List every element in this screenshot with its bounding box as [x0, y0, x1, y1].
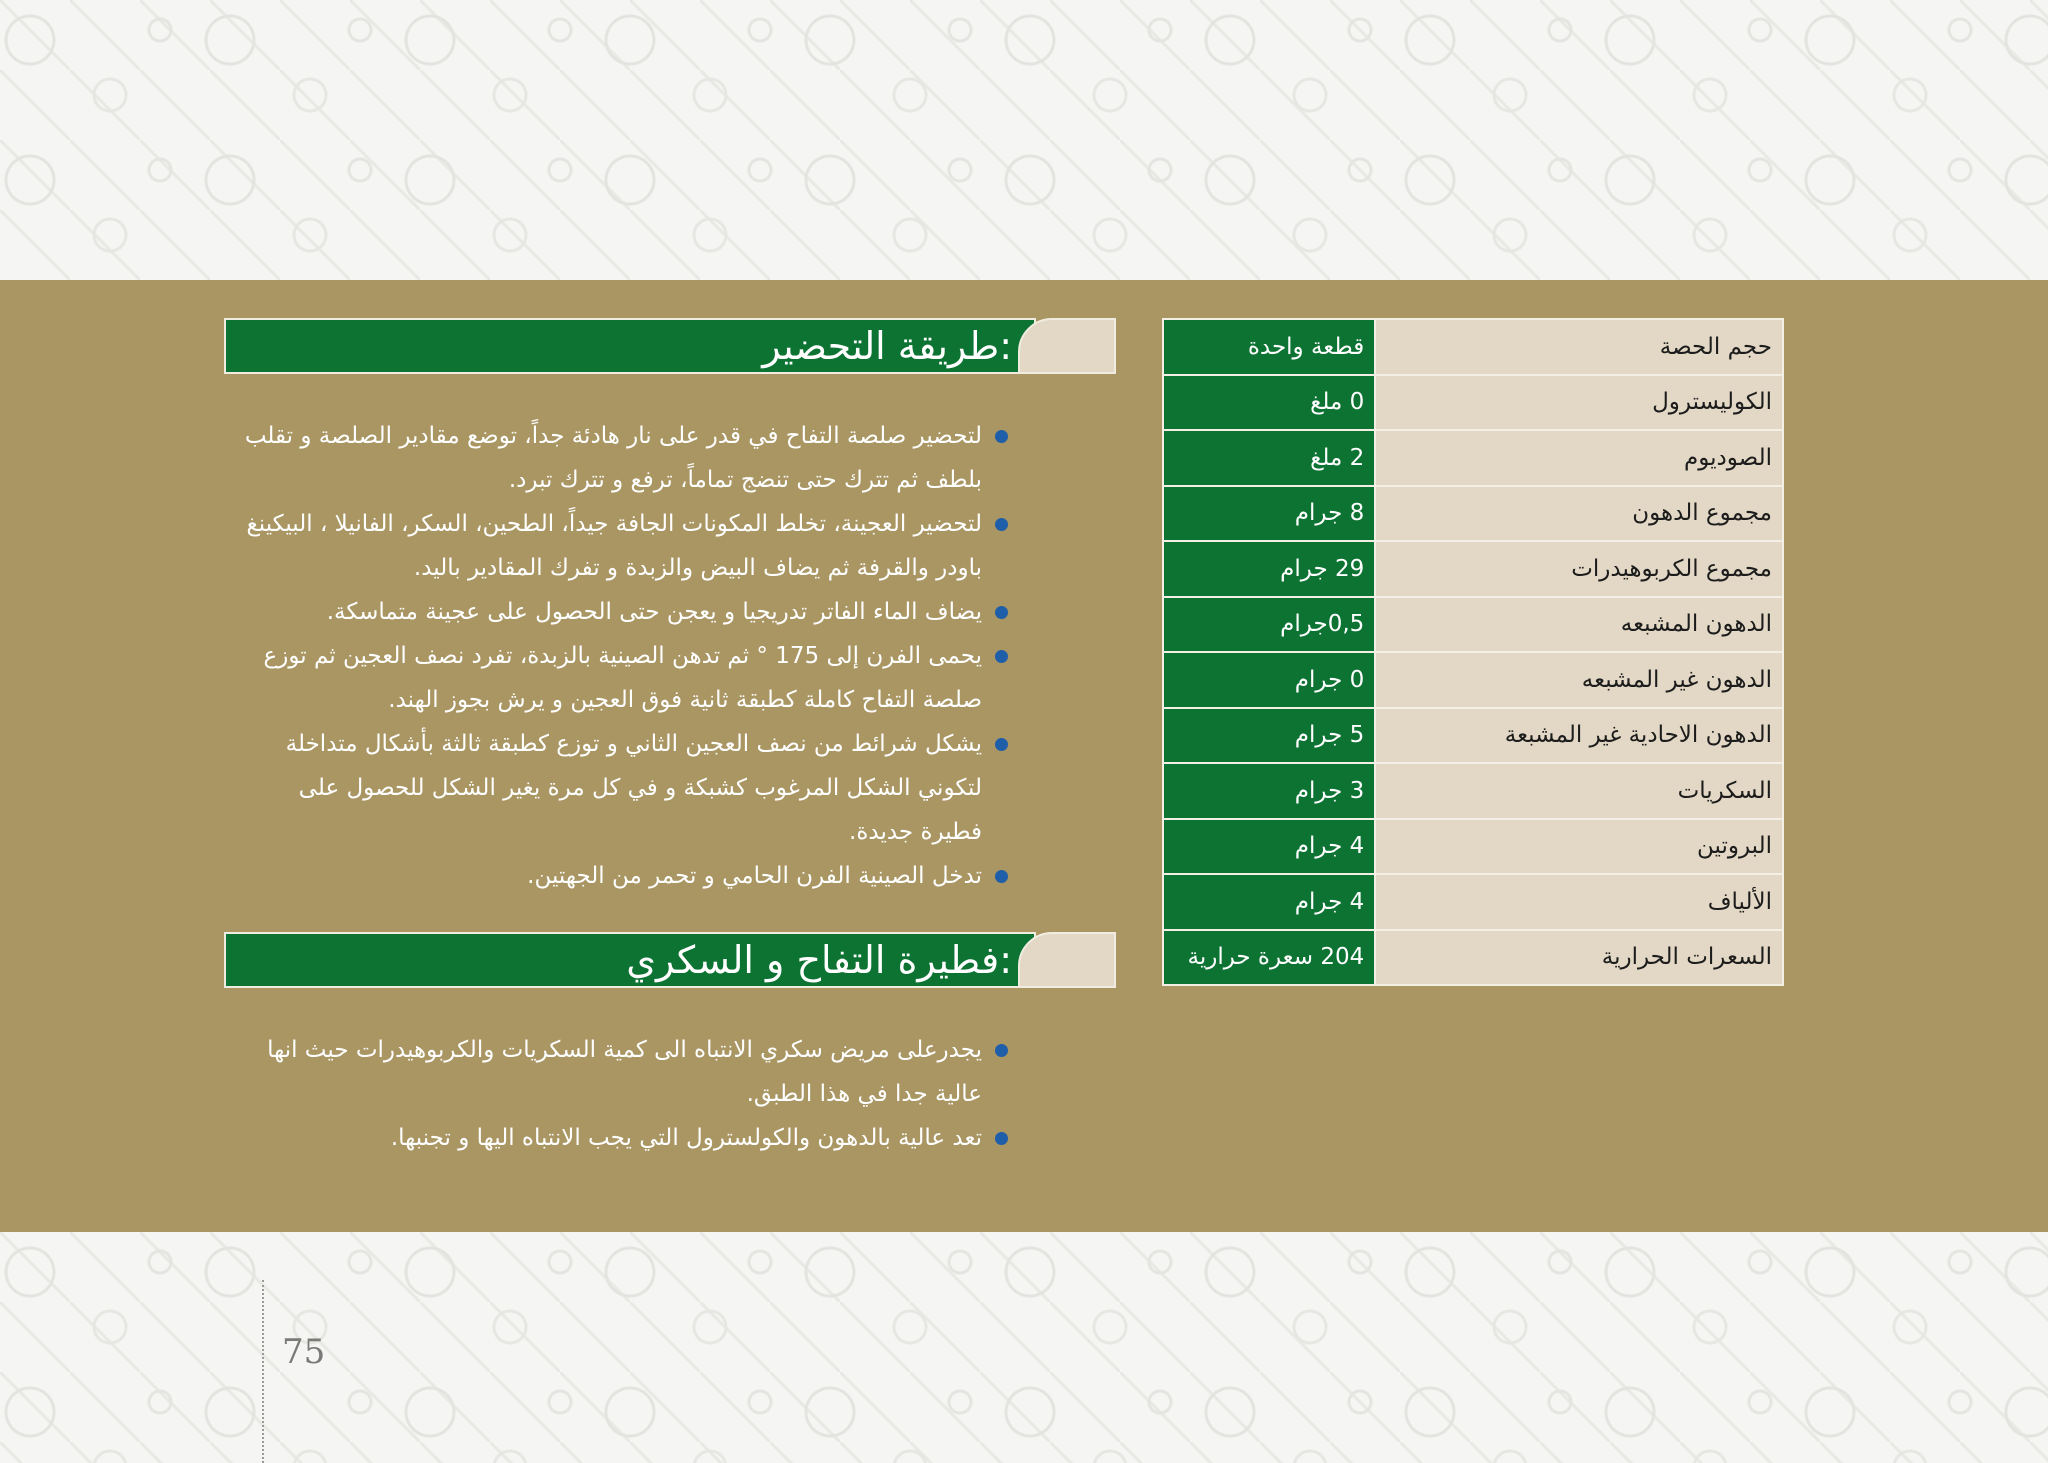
nutrition-label: البروتين — [1375, 819, 1783, 875]
nutrition-value: 0 جرام — [1163, 652, 1375, 708]
nutrition-label: الدهون الاحادية غير المشبعة — [1375, 708, 1783, 764]
table-row — [1163, 652, 1783, 708]
preparation-header — [224, 318, 1116, 374]
nutrition-value: 3 جرام — [1163, 763, 1375, 819]
list-item: يشكل شرائط من نصف العجين الثاني و توزع كطبقة ثالثة بأشكال متداخلة لتكوني الشكل المرغوب كشبكة و في كل مرة يغير الشكل للحصول على فطيرة جديدة. — [230, 722, 1010, 854]
nutrition-label: الدهون غير المشبعه — [1375, 652, 1783, 708]
diabetic-notes — [230, 1028, 1010, 1160]
nutrition-value: 8 جرام — [1163, 486, 1375, 542]
list-item: تعد عالية بالدهون والكولسترول التي يجب الانتباه اليها و تجنبها. — [230, 1116, 1010, 1160]
nutrition-label: مجموع الدهون — [1375, 486, 1783, 542]
table-row — [1163, 763, 1783, 819]
table-row — [1163, 930, 1783, 986]
preparation-header-tab — [1018, 318, 1116, 374]
diabetic-header-tab — [1018, 932, 1116, 988]
nutrition-value: 29 جرام — [1163, 541, 1375, 597]
nutrition-value: 2 ملغ — [1163, 430, 1375, 486]
nutrition-value: 0 ملغ — [1163, 375, 1375, 431]
nutrition-value: 0,5جرام — [1163, 597, 1375, 653]
nutrition-label: الكوليسترول — [1375, 375, 1783, 431]
table-row — [1163, 430, 1783, 486]
list-item: يجدرعلى مريض سكري الانتباه الى كمية السكريات والكربوهيدرات حيث انها عالية جدا في هذا الطبق. — [230, 1028, 1010, 1116]
list-item: يحمى الفرن إلى 175 ° ثم تدهن الصينية بالزبدة، تفرد نصف العجين ثم توزع صلصة التفاح كاملة كطبقة ثانية فوق العجين و يرش بجوز الهند. — [230, 634, 1010, 722]
diabetic-title: فطيرة التفاح و السكري: — [626, 938, 1012, 982]
nutrition-value: 4 جرام — [1163, 819, 1375, 875]
table-row — [1163, 375, 1783, 431]
nutrition-label: الدهون المشبعه — [1375, 597, 1783, 653]
list-item: لتحضير العجينة، تخلط المكونات الجافة جيداً، الطحين، السكر، الفانيلا ، البيكينغ باودر والقرفة ثم يضاف البيض والزبدة و تفرك المقادير باليد. — [230, 502, 1010, 590]
nutrition-label: مجموع الكربوهيدرات — [1375, 541, 1783, 597]
page-number-divider — [262, 1280, 264, 1463]
nutrition-label: الألياف — [1375, 874, 1783, 930]
table-row — [1163, 819, 1783, 875]
nutrition-label: الصوديوم — [1375, 430, 1783, 486]
table-row — [1163, 597, 1783, 653]
preparation-steps — [230, 414, 1010, 898]
table-row — [1163, 708, 1783, 764]
diabetic-header-bar — [224, 932, 1036, 988]
nutrition-label: السكريات — [1375, 763, 1783, 819]
food-doodle-pattern-top — [0, 0, 2048, 280]
table-row — [1163, 319, 1783, 375]
list-item: يضاف الماء الفاتر تدريجيا و يعجن حتى الحصول على عجينة متماسكة. — [230, 590, 1010, 634]
page-number: 75 — [282, 1332, 326, 1372]
diabetic-header — [224, 932, 1116, 988]
nutrition-label: السعرات الحرارية — [1375, 930, 1783, 986]
nutrition-value: 204 سعرة حرارية — [1163, 930, 1375, 986]
table-row — [1163, 486, 1783, 542]
nutrition-value: 4 جرام — [1163, 874, 1375, 930]
preparation-title: طريقة التحضير: — [762, 324, 1012, 368]
nutrition-table — [1162, 318, 1784, 986]
list-item: لتحضير صلصة التفاح في قدر على نار هادئة جداً، توضع مقادير الصلصة و تقلب بلطف ثم تترك حتى تنضج تماماً، ترفع و تترك تبرد. — [230, 414, 1010, 502]
nutrition-label: حجم الحصة — [1375, 319, 1783, 375]
table-row — [1163, 541, 1783, 597]
nutrition-value: 5 جرام — [1163, 708, 1375, 764]
nutrition-value: قطعة واحدة — [1163, 319, 1375, 375]
preparation-header-bar — [224, 318, 1036, 374]
list-item: تدخل الصينية الفرن الحامي و تحمر من الجهتين. — [230, 854, 1010, 898]
table-row — [1163, 874, 1783, 930]
